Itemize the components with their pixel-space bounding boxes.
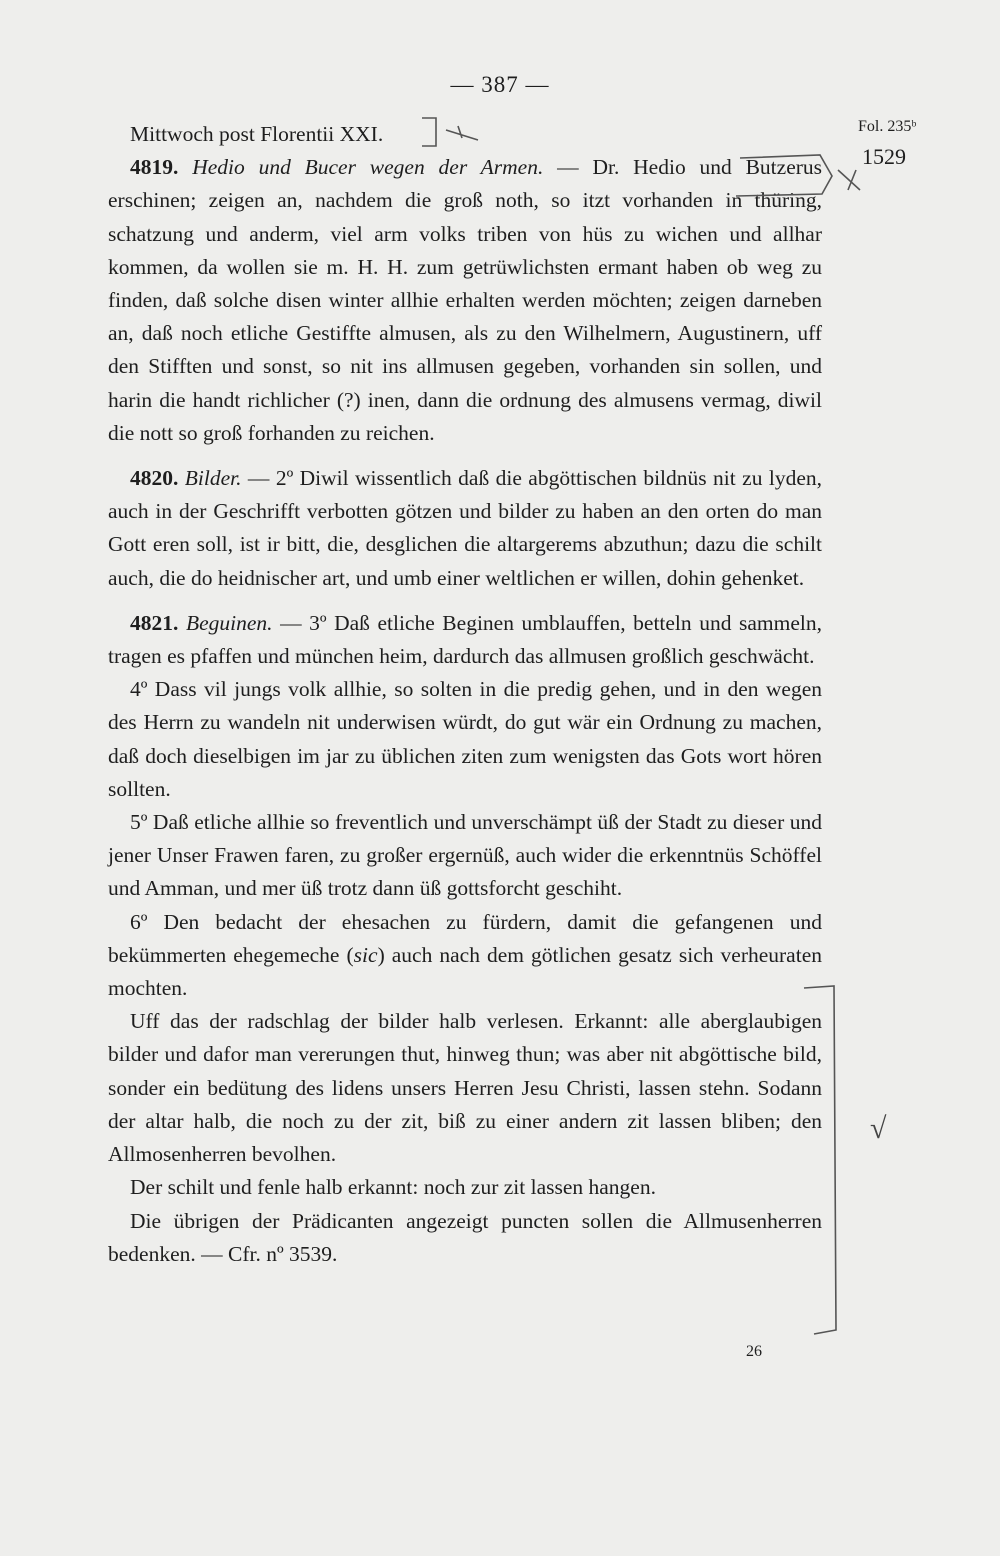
sic-note: sic (353, 942, 378, 967)
entry-number: 4821. (130, 610, 179, 635)
paragraph-decision-shields: Der schilt und fenle halb erkannt: noch zur zit lassen hangen. (130, 1175, 656, 1200)
entry-body: — Dr. Hedio und Butzerus erschinen; zeigen an, nachdem die groß noth, so itzt vorhanden in thüring, schatzung und anderm, viel arm volks triben von hüs zu wichen und allhar kommen, da wollen sie m. H. H. zum getrüwlichsten ermant haben ob weg zu finden, daß solche disen winter allhie erhalten werden möchten; zeigen darneben an, daß noch etliche Gestiffte almusen, als zu den Wilhelmern, Augustinern, uff den Stifften und sonst, so nit ins allmusen gegeben, vorhanden sin sollen, und harin die handt richlicher (?) inen, dann die ordnung des almusens vermag, diwil die nott so groß forhanden zu reichen. (108, 155, 823, 445)
paragraph-4: 4º Dass vil jungs volk allhie, so solten in die predig gehen, und in den wegen des Herrn zu wandeln nit underwisen würdt, do gut wär ein Ordnung zu machen, daß doch dieselbigen im jar zu üblichen ziten zum wenigsten das Gots wort hören sollten. (108, 677, 822, 801)
folio-note: Fol. 235ᵇ (858, 118, 917, 135)
date-line: Mittwoch post Florentii XXI. (130, 122, 384, 146)
entry-number: 4820. (130, 466, 179, 491)
check-mark-icon: √ (870, 1112, 887, 1145)
entry-title: Beguinen. (185, 610, 273, 635)
paragraph-5: 5º Daß etliche allhie so freventlich und unverschämpt üß der Stadt zu dieser und jener Unser Frawen faren, zu großer ergernüß, auch wider die erkenntnüs Schöffel und Amman, und mer üß trotz dann üß gottsforcht geschiht. (108, 810, 822, 901)
entry-number: 4819. (130, 155, 179, 180)
paragraph-6-text: 6º Den bedacht der ehesachen zu fürdern, damit die gefangenen und bekümmerten ehegemeche ( (108, 909, 822, 967)
entry-title: Bilder. (184, 466, 242, 491)
paragraph-decision-preachers: Die übrigen der Prädicanten angezeigt puncten sollen die Allmusenherren bedenken. — Cfr. nº 3539. (108, 1208, 822, 1266)
entry-4819 (108, 151, 822, 450)
entry-4821 (108, 607, 822, 673)
entry-4820 (108, 462, 822, 595)
page-number: — 387 — (450, 72, 550, 97)
main-text (108, 118, 822, 1271)
entry-body: — 2º Diwil wissentlich daß die abgöttischen bildnüs nit zu lyden, auch in der Geschrifft verbotten götzen und bilder zu haben an den orten do man Gott eren soll, ist ir bitt, die, desglichen die altargerems abzuthun; dazu die schilt auch, die do heidnischer art, und umb einer weltlichen er willen, dohin gehenket. (108, 466, 822, 590)
margin-year: 1529 (862, 144, 906, 169)
signature-mark: 26 (746, 1343, 762, 1360)
paragraph-6-text-end: ) auch nach dem götlichen gesatz sich verheuraten mochten. (108, 942, 822, 1001)
entry-body: — 3º Daß etliche Beginen umblauffen, betteln und sammeln, tragen es pfaffen und münchen heim, dardurch das allmusen großlich geschwächt. (108, 610, 823, 669)
entry-title: Hedio und Bucer wegen der Armen. (192, 155, 544, 180)
cross-mark-icon (838, 170, 860, 190)
paragraph-decision-images: Uff das der radschlag der bilder halb verlesen. Erkannt: alle aberglaubigen bilder und dafor man vererungen thut, hinweg thun; was aber nit abgöttische bild, sonder ein bedütung des lidens unsers Herren Jesu Christi, lassen stehn. Sodann der altar halb, die noch zu der zit, biß zu einer andern zit lassen bliben; den Allmosenherren bevolhen. (108, 1009, 822, 1167)
paragraph-6 (108, 906, 822, 1006)
